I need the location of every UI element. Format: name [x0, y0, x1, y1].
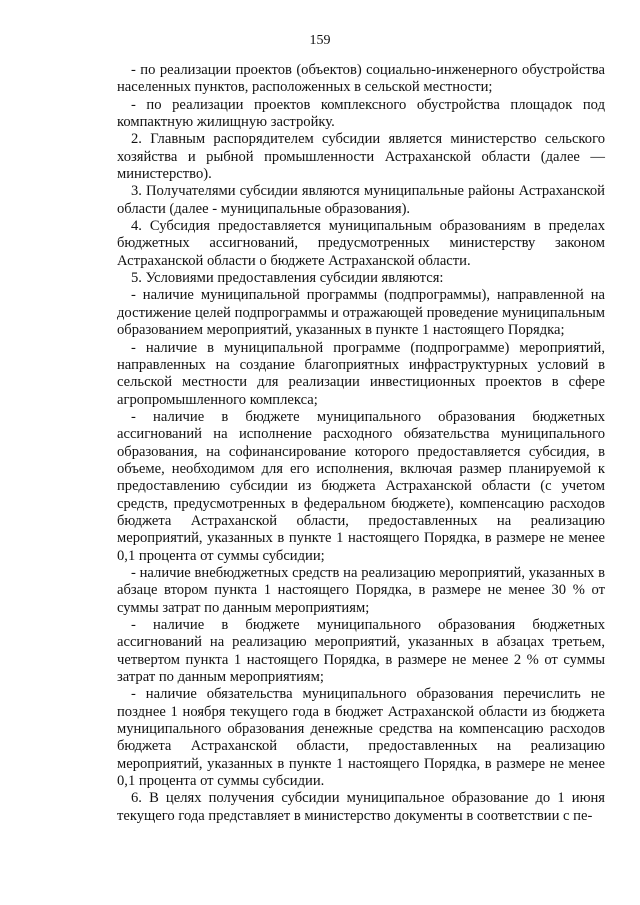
paragraph: - по реализации проектов (объектов) социально-инженерного обустройства населенных пунктов, расположенных в сельской местности;: [117, 62, 605, 96]
paragraph: - наличие в бюджете муниципального образования бюджетных ассигнований на реализацию мероприятий, указанных в абзацах третьем, четвертом пункта 1 настоящего Порядка, в размере не менее 2 % от суммы затрат по данным мероприятиям;: [117, 617, 605, 686]
document-body: [117, 62, 605, 825]
page-number: 159: [309, 33, 331, 48]
paragraph: - наличие муниципальной программы (подпрограммы), направленной на достижение целей подпрограммы и отражающей проведение муниципальным образованием мероприятий, указанных в пункте 1 настоящего Порядка;: [117, 287, 605, 339]
paragraph: - по реализации проектов комплексного обустройства площадок под компактную жилищную застройку.: [117, 96, 605, 131]
paragraph: 3. Получателями субсидии являются муниципальные районы Астраханской области (далее - муниципальные образования).: [117, 183, 605, 217]
paragraph: - наличие в бюджете муниципального образования бюджетных ассигнований на исполнение расходного обязательства муниципального образования, на софинансирование которого предоставляется субсидия, в объеме, необходимом для его исполнения, включая размер планируемой к предоставлению субсидии из бюджета Астраханской области (с учетом средств, предусмотренных в федеральном бюджете), компенсацию расходов бюджета Астраханской области, предоставленных на реализацию мероприятий, указанных в пункте 1 настоящего Порядка, в размере не менее 0,1 процента от суммы субсидии;: [117, 408, 605, 564]
paragraph: - наличие в муниципальной программе (подпрограмме) мероприятий, направленных на создание благоприятных инфраструктурных условий в сельской местности для реализации инвестиционных проектов в сфере агропромышленного комплекса;: [117, 339, 605, 408]
paragraph: 6. В целях получения субсидии муниципальное образование до 1 июня текущего года представляет в министерство документы в соответствии с пе-: [117, 790, 605, 824]
paragraph: - наличие обязательства муниципального образования перечислить не позднее 1 ноября текущего года в бюджет Астраханской области из бюджета муниципального образования денежные средства на компенсацию расходов бюджета Астраханской области, предоставленных на реализацию мероприятий, указанных в пункте 1 настоящего Порядка, в размере не менее 0,1 процента от суммы субсидии.: [117, 686, 605, 790]
paragraph: 2. Главным распорядителем субсидии является министерство сельского хозяйства и рыбной промышленности Астраханской области (далее — министерство).: [117, 131, 605, 183]
paragraph: - наличие внебюджетных средств на реализацию мероприятий, указанных в абзаце втором пункта 1 настоящего Порядка, в размере не менее 30 % от суммы затрат по данным мероприятиям;: [117, 564, 605, 616]
paragraph: 4. Субсидия предоставляется муниципальным образованиям в пределах бюджетных ассигнований, предусмотренных министерству законом Астраханской области о бюджете Астраханской области.: [117, 218, 605, 269]
paragraph: 5. Условиями предоставления субсидии являются:: [131, 270, 444, 287]
